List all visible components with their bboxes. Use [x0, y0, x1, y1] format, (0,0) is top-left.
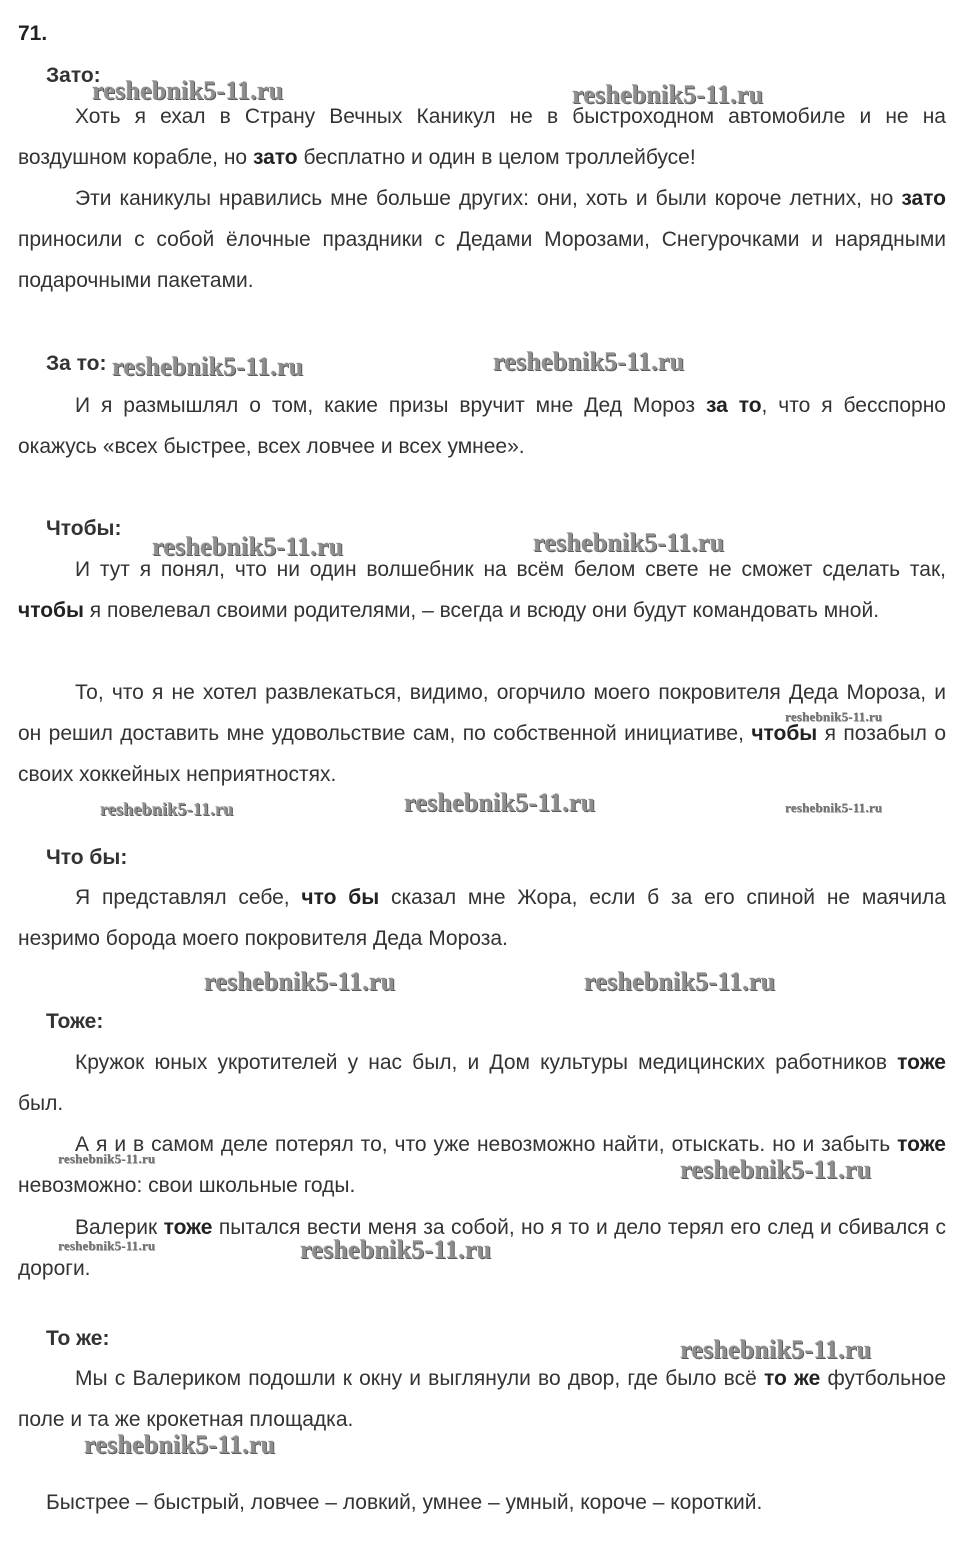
- watermark: reshebnik5-11.ru: [680, 1335, 872, 1364]
- paragraph: Валерик тоже пытался вести меня за собой, но я то и дело терял его след и сбивался с дороги.: [18, 1216, 946, 1280]
- watermark: reshebnik5-11.ru: [100, 799, 234, 819]
- watermark: reshebnik5-11.ru: [112, 352, 304, 381]
- watermark: reshebnik5-11.ru: [58, 1238, 156, 1253]
- highlighted-word: тоже: [897, 1051, 946, 1074]
- watermark: reshebnik5-11.ru: [300, 1235, 492, 1264]
- paragraph: То, что я не хотел развлекаться, видимо, огорчило моего покровителя Деда Мороза, и он решил доставить мне удовольствие сам, по собственной инициативе, чтобы я позабыл о своих хоккейных неприятностях.: [18, 681, 946, 786]
- watermark: reshebnik5-11.ru: [92, 76, 284, 105]
- paragraph: И я размышлял о том, какие призы вручит мне Дед Мороз за то, что я бесспорно окажусь «всех быстрее, всех ловчее и всех умнее».: [18, 394, 946, 458]
- highlighted-word: тоже: [163, 1216, 213, 1239]
- watermark: reshebnik5-11.ru: [680, 1155, 872, 1184]
- highlighted-word: чтобы: [18, 599, 84, 622]
- highlighted-word: зато: [252, 146, 298, 169]
- conclusion-line: Быстрее – быстрый, ловчее – ловкий, умнее – умный, короче – короткий.: [46, 1491, 763, 1514]
- watermark: reshebnik5-11.ru: [84, 1430, 276, 1459]
- highlighted-word: то же: [763, 1367, 821, 1390]
- highlighted-word: тоже: [897, 1133, 946, 1156]
- highlighted-word: зато: [901, 187, 946, 210]
- highlighted-word: чтобы: [751, 722, 818, 745]
- paragraph: Эти каникулы нравились мне больше других: они, хоть и были короче летних, но зато приносили с собой ёлочные праздники с Дедами Морозами, Снегурочками и нарядными подарочными пакетами.: [18, 187, 946, 292]
- section-heading-zato: Зато:: [46, 64, 101, 87]
- section-heading-to-zhe: То же:: [46, 1327, 110, 1350]
- watermark: reshebnik5-11.ru: [58, 1151, 156, 1166]
- paragraph: Я представлял себе, что бы сказал мне Жора, если б за его спиной не маячила незримо борода моего покровителя Деда Мороза.: [18, 886, 946, 950]
- watermark: reshebnik5-11.ru: [404, 788, 596, 817]
- section-heading-za-to: За то:: [46, 352, 107, 375]
- paragraph: Хоть я ехал в Страну Вечных Каникул не в быстроходном автомобиле и не на воздушном корабле, но зато бесплатно и один в целом троллейбусе!: [18, 105, 946, 169]
- section-heading-tozhe: Тоже:: [46, 1010, 104, 1033]
- section-heading-chtoby: Чтобы:: [46, 517, 122, 540]
- watermark: reshebnik5-11.ru: [533, 528, 725, 557]
- highlighted-word: что бы: [301, 886, 380, 909]
- watermark: reshebnik5-11.ru: [785, 709, 883, 724]
- watermark: reshebnik5-11.ru: [572, 80, 764, 109]
- watermark: reshebnik5-11.ru: [204, 967, 396, 996]
- highlighted-word: за то: [705, 394, 762, 417]
- watermark: reshebnik5-11.ru: [584, 967, 776, 996]
- section-heading-chto-by: Что бы:: [46, 846, 128, 869]
- watermark: reshebnik5-11.ru: [785, 800, 883, 815]
- task-number: 71.: [18, 22, 48, 45]
- paragraph: Мы с Валериком подошли к окну и выглянули во двор, где было всё то же футбольное поле и та же крокетная площадка.: [18, 1367, 947, 1431]
- paragraph: Кружок юных укротителей у нас был, и Дом культуры медицинских работников тоже был.: [18, 1051, 946, 1115]
- paragraph: И тут я понял, что ни один волшебник на всём белом свете не сможет сделать так, чтобы я повелевал своими родителями, – всегда и всюду они будут командовать мной.: [18, 558, 946, 622]
- watermark: reshebnik5-11.ru: [493, 347, 685, 376]
- paragraph: А я и в самом деле потерял то, что уже невозможно найти, отыскать. но и забыть тоже невозможно: свои школьные годы.: [18, 1133, 946, 1197]
- watermark: reshebnik5-11.ru: [152, 532, 344, 561]
